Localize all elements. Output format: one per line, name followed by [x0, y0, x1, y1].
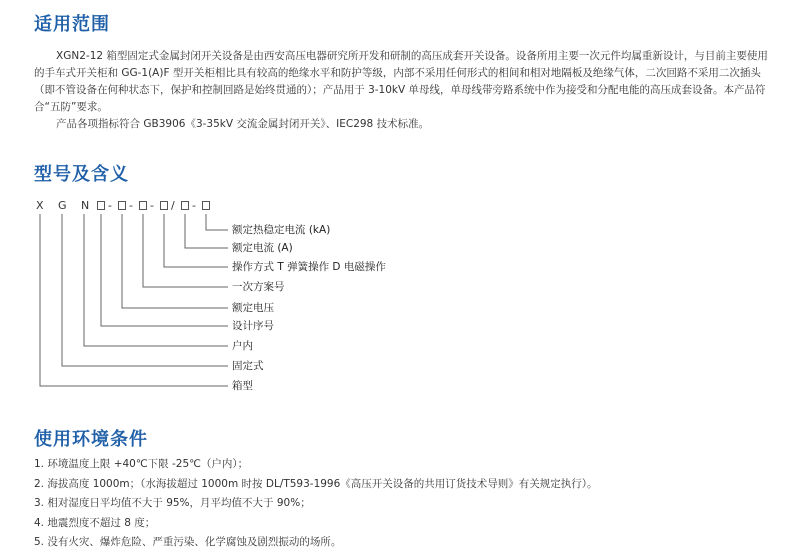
- code-dash-2: -: [129, 199, 133, 212]
- code-letter-n: N: [81, 199, 90, 212]
- label-operation-mode: 操作方式 T 弹簧操作 D 电磁操作: [232, 261, 386, 273]
- scope-standards-paragraph: 产品各项指标符合 GB3906《3-35kV 交流金属封闭开关》、IEC298 技术标准。: [56, 118, 430, 130]
- code-dash-1: -: [108, 199, 112, 212]
- label-design-serial: 设计序号: [232, 320, 274, 332]
- label-rated-voltage: 额定电压: [232, 302, 274, 314]
- code-dash-3: -: [150, 199, 154, 212]
- section-title-scope: 适用范围: [34, 14, 110, 35]
- list-item: 1. 环境温度上限 +40℃下限 -25℃（户内）；: [34, 458, 249, 470]
- code-letter-x: X: [36, 199, 44, 212]
- code-dash-4: -: [192, 199, 196, 212]
- label-fixed-type: 固定式: [232, 360, 264, 372]
- environment-list: [34, 455, 598, 553]
- section-title-environment: 使用环境条件: [34, 429, 148, 450]
- list-item: 5. 没有火灾、爆炸危险、严重污染、化学腐蚀及剧烈振动的场所。: [34, 536, 342, 548]
- label-thermal-current: 额定热稳定电流 (kA): [232, 224, 331, 236]
- section-title-model: 型号及含义: [34, 164, 129, 185]
- list-item: 2. 海拔高度 1000m；（水海拔超过 1000m 时按 DL/T593-1996《高压开关设备的共用订货技术导则》有关规定执行）。: [34, 477, 598, 490]
- label-rated-current: 额定电流 (A): [232, 242, 293, 254]
- scope-paragraph: XGN2-12 箱型固定式金属封闭开关设备是由西安高压电器研究所开发和研制的高压成套开关设备。设备所用主要一次元件均属重新设计，与目前主要使用的手车式开关柜和 GG-1(A)F 型开关柜相比具有较高的绝缘水平和防护等级，内部不采用任何形式的相间和相对地隔板及绝缘气体，二次回路不采用二次插头（即不管设备在何种状态下，保护和控制回路是始终贯通的）；产品用于 3-10kV 单母线，单母线带旁路系统中作为接受和分配电能的高压成套设备。本产品符合“五防”要求。: [34, 50, 768, 113]
- label-indoor: 户内: [232, 340, 253, 352]
- list-item: 4. 地震烈度不超过 8 度；: [34, 516, 156, 529]
- label-box-type: 箱型: [232, 380, 253, 392]
- code-slash: /: [171, 199, 175, 212]
- label-scheme-number: 一次方案号: [232, 281, 285, 293]
- list-item: 3. 相对湿度日平均值不大于 95%，月平均值不大于 90%；: [34, 497, 311, 509]
- code-letter-g: G: [58, 199, 67, 212]
